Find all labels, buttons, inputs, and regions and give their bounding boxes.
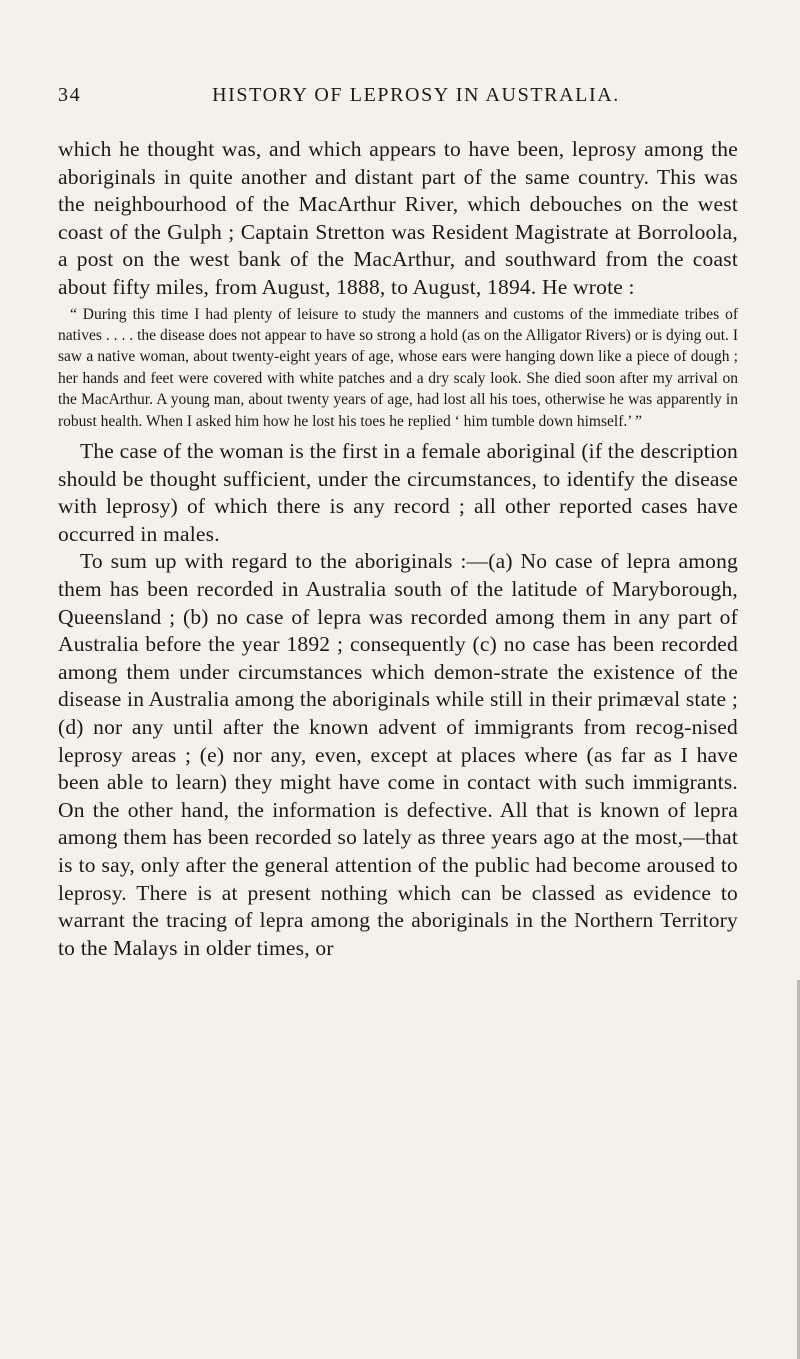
body-text [58,136,738,962]
page-number: 34 [58,84,82,106]
running-head-title: HISTORY OF LEPROSY IN AUSTRALIA. [212,84,620,106]
paragraph-female-case: The case of the woman is the first in a female aboriginal (if the description should be thought sufficient, under the circumstances, to identify the disease with leprosy) of which there is any record ; all other reported cases have occurred in males. [58,439,738,546]
paragraph-summary: To sum up with regard to the aboriginals :—(a) No case of lepra among them has been recorded in Australia south of the latitude of Maryborough, Queensland ; (b) no case of lepra was recorded among them in any part of Australia before the year 1892 ; consequently (c) no case has been recorded among them under circumstances which demon-strate the existence of the disease in Australia among the aboriginals while still in their primæval state ; (d) nor any until after the known advent of immigrants from recog-nised leprosy areas ; (e) nor any, even, except at places where (as far as I have been able to learn) they might have come in contact with such immigrants. On the other hand, the information is defective. All that is known of lepra among them has been recorded so lately as three years ago at the most,—that is to say, only after the general attention of the public had become aroused to leprosy. There is at present nothing which can be classed as evidence to warrant the tracing of lepra among the aboriginals in the Northern Territory to the Malays in older times, or [58,549,738,960]
running-head [58,84,738,114]
paragraph-continuation: which he thought was, and which appears to have been, leprosy among the aboriginals in quite another and distant part of the same country. This was the neighbourhood of the MacArthur River, which debouches on the west coast of the Gulph ; Captain Stretton was Resident Magistrate at Borroloola, a post on the west bank of the MacArthur, and southward from the coast about fifty miles, from August, 1888, to August, 1894. He wrote : [58,137,738,299]
block-quote: “ During this time I had plenty of leisure to study the manners and customs of the immediate tribes of natives . . . . the disease does not appear to have so strong a hold (as on the Alligator Rivers) or is dying out. I saw a native woman, about twenty-eight years of age, whose ears were hanging down like a piece of dough ; her hands and feet were covered with white patches and a dry scaly look. She died soon after my arrival on the MacArthur. A young man, about twenty years of age, had lost all his toes, otherwise he was apparently in robust health. When I asked him how he lost his toes he replied ‘ him tumble down himself.’ ” [58,305,738,430]
